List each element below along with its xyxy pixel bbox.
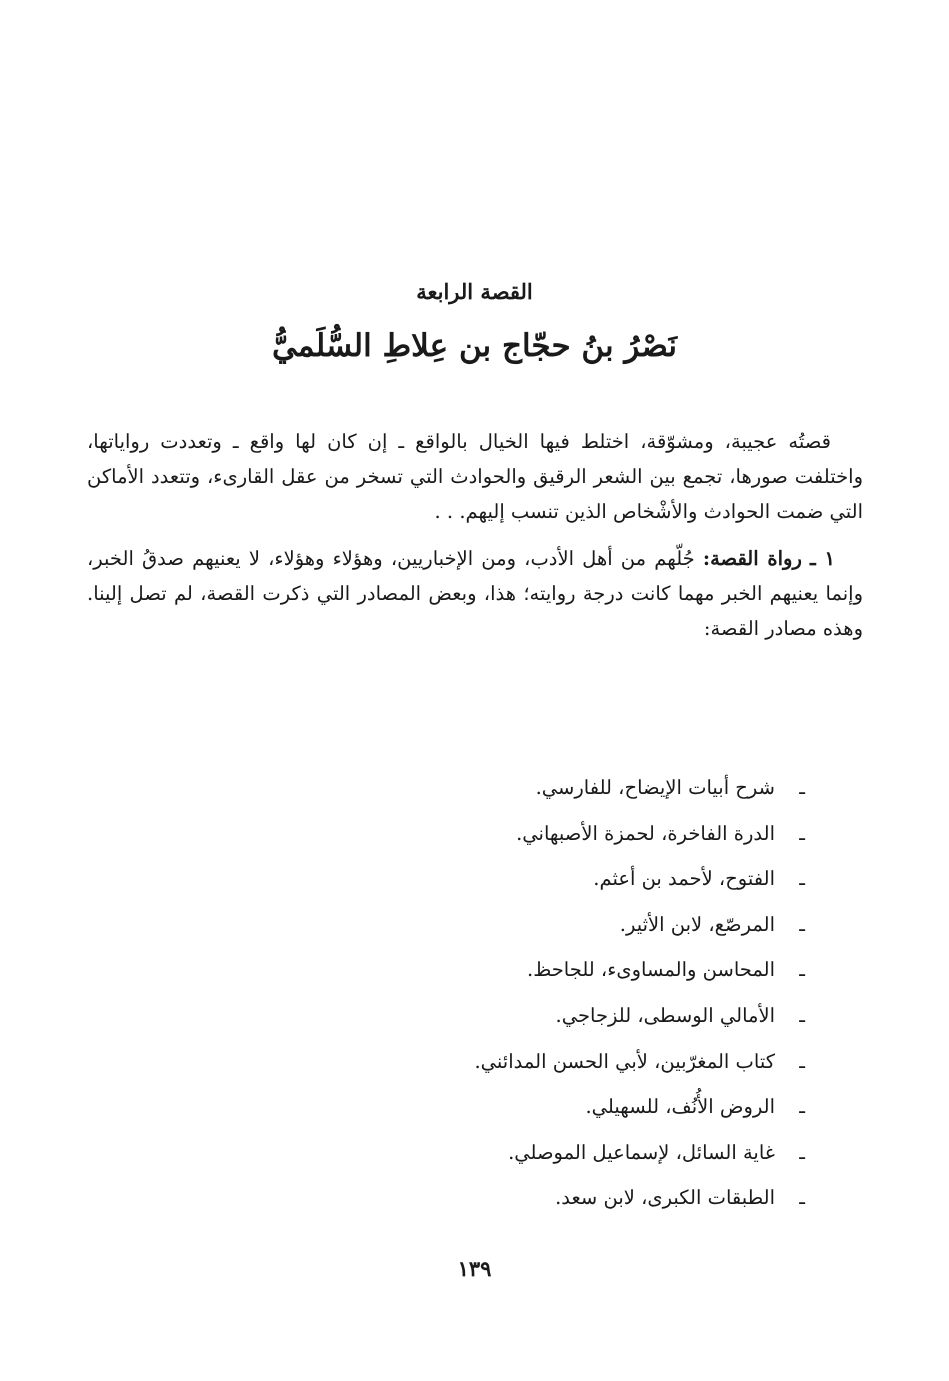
list-dash: ـ [799,776,805,799]
source-item [474,1084,805,1130]
source-item [474,1039,805,1085]
section-1-paragraph [87,541,863,646]
list-dash: ـ [799,1140,805,1164]
list-dash: ـ [799,867,805,891]
list-dash: ـ [799,821,805,845]
source-item [474,1130,805,1176]
source-item [474,811,805,857]
list-dash: ـ [799,1095,805,1119]
list-dash: ـ [799,912,805,936]
source-item [474,902,805,948]
section-number: ١ ـ [810,547,835,570]
story-title: نَصْرُ بنُ حجّاج بن عِلاطِ السُّلَميُّ [271,328,678,364]
source-text: الدرة الفاخرة، لحمزة الأصبهاني. [516,821,775,845]
sources-list [474,765,805,1221]
source-text: المحاسن والمساوىء، للجاحظ. [527,958,775,982]
section-text: جُلّهم من أهل الأدب، ومن الإخباريين، وهؤلاء وهؤلاء، لا يعنيهم صدقُ الخبر، وإنما يعنيهم الخبر مهما كانت درجة روايته؛ هذا، وبعض المصادر التي ذكرت القصة، لم تصل إلينا. وهذه مصادر القصة: [87,547,863,640]
source-item [474,1175,805,1221]
list-dash: ـ [799,1186,805,1210]
source-item [474,856,805,902]
source-item [474,947,805,993]
source-text: المرصّع، لابن الأثير. [619,912,775,936]
source-text: الأمالي الوسطى، للزجاجي. [555,1003,775,1027]
source-text: شرح أبيات الإيضاح، للفارسي. [535,776,775,799]
intro-paragraph: قصتُه عجيبة، ومشوّقة، اختلط فيها الخيال بالواقع ـ إن كان لها واقع ـ وتعددت رواياتها، واختلفت صورها، تجمع بين الشعر الرقيق والحوادث التي تسخر من عقل القارىء، وتتعدد الأماكن التي ضمت الحوادث والأشْخاص الذين تنسب إليهم. . . [87,430,863,523]
source-text: الروض الأُنُف، للسهيلي. [585,1095,775,1119]
body-text [87,424,863,646]
chapter-label: القصة الرابعة [416,279,533,304]
source-text: كتاب المغرّبين، لأبي الحسن المدائني. [474,1049,775,1073]
source-text: الطبقات الكبرى، لابن سعد. [555,1186,775,1210]
list-dash: ـ [799,958,805,982]
list-dash: ـ [799,1003,805,1027]
source-item [474,765,805,811]
source-text: غاية السائل، لإسماعيل الموصلي. [508,1140,775,1164]
source-item [474,993,805,1039]
list-dash: ـ [799,1049,805,1073]
source-text: الفتوح، لأحمد بن أعثم. [593,867,775,891]
page-number: ١٣٩ [457,1256,492,1281]
section-heading: رواة القصة: [702,547,802,570]
